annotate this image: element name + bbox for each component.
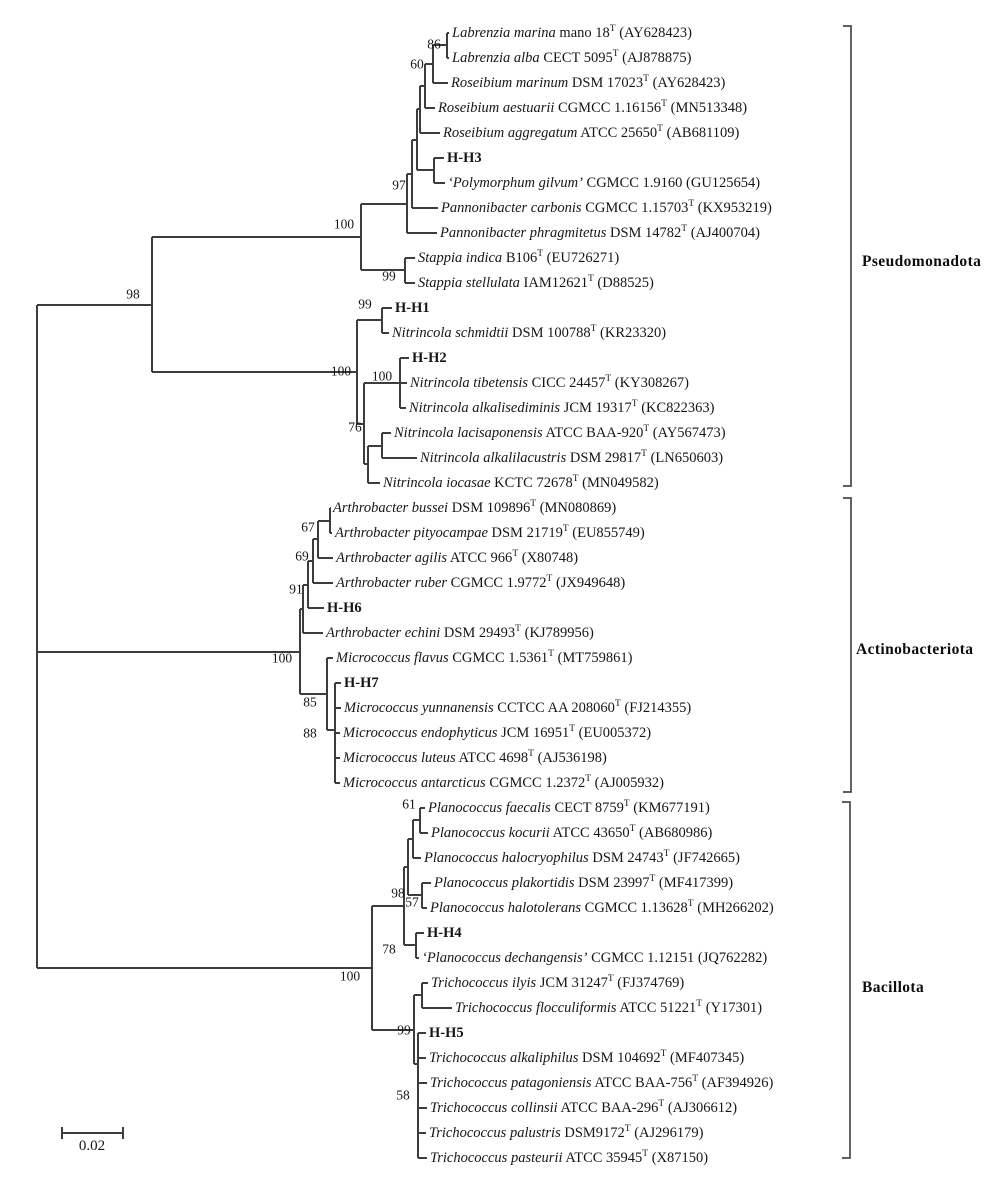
- bootstrap-value: 69: [295, 548, 309, 564]
- taxon-label-micrococcus-antarcticus: Micrococcus antarcticus CGMCC $1.2372^T$ (AJ005932): [343, 773, 664, 791]
- taxon-label-nitrincola-alkalisediminis: Nitrincola alkalisediminis JCM $19317^T$ (KC822363): [409, 398, 715, 416]
- taxon-label-planococcus-plakortidis: Planococcus plakortidis DSM $23997^T$ (MF417399): [434, 873, 734, 891]
- taxon-label-h-h3: H-H3: [447, 149, 482, 166]
- taxon-label-micrococcus-luteus: Micrococcus luteus ATCC $4698^T$ (AJ536198): [343, 748, 607, 766]
- taxon-label-micrococcus-yunnanensis: Micrococcus yunnanensis CCTCC AA $208060^T$ (FJ214355): [344, 698, 692, 716]
- taxon-label-roseibium-marinum: Roseibium marinum DSM $17023^T$ (AY628423): [451, 73, 726, 91]
- clade-bracket-actinobacteriota: [843, 498, 851, 792]
- clade-label-pseudomonadota: Pseudomonadota: [862, 253, 982, 270]
- taxon-label-polymorphum-gilvum: ‘Polymorphum gilvum’ CGMCC 1.9160 (GU125654): [448, 174, 761, 191]
- bootstrap-value: 86: [427, 36, 441, 52]
- clade-label-actinobacteriota: Actinobacteriota: [856, 641, 974, 658]
- taxon-label-planococcus-faecalis: Planococcus faecalis CECT $8759^T$ (KM677191): [428, 798, 710, 816]
- taxon-label-arthrobacter-pityocampae: Arthrobacter pityocampae DSM $21719^T$ (EU855749): [335, 523, 645, 541]
- bootstrap-value: 99: [358, 296, 372, 312]
- clade-bracket-pseudomonadota: [843, 26, 851, 486]
- bootstrap-value: 99: [397, 1022, 411, 1038]
- taxon-label-h-h5: H-H5: [429, 1024, 464, 1041]
- clade-bracket-bacillota: [842, 802, 850, 1158]
- scale-bar-label: 0.02: [78, 1138, 106, 1154]
- bootstrap-value: 98: [391, 885, 405, 901]
- taxon-label-planococcus-dechangensis: ‘Planococcus dechangensis’ CGMCC 1.12151 (JQ762282): [422, 949, 768, 966]
- taxon-label-trichococcus-pasteurii: Trichococcus pasteurii ATCC $35945^T$ (X87150): [430, 1148, 709, 1166]
- taxon-label-h-h4: H-H4: [427, 924, 462, 941]
- bootstrap-value: 57: [405, 894, 419, 910]
- taxon-label-planococcus-kocurii: Planococcus kocurii ATCC $43650^T$ (AB680986): [431, 823, 713, 841]
- taxon-label-nitrincola-iocasae: Nitrincola iocasae KCTC $72678^T$ (MN049582): [383, 473, 659, 491]
- taxon-label-trichococcus-collinsii: Trichococcus collinsii ATCC BAA-$296^T$ (AJ306612): [430, 1098, 738, 1116]
- bootstrap-value: 100: [271, 650, 293, 666]
- bootstrap-value: 78: [382, 941, 396, 957]
- taxon-label-arthrobacter-agilis: Arthrobacter agilis ATCC $966^T$ (X80748): [336, 548, 579, 566]
- bootstrap-value: 100: [333, 216, 355, 232]
- taxon-label-roseibium-aggregatum: Roseibium aggregatum ATCC $25650^T$ (AB681109): [443, 123, 740, 141]
- taxon-label-nitrincola-lacisaponensis: Nitrincola lacisaponensis ATCC BAA-$920^T$ (AY567473): [394, 423, 726, 441]
- bootstrap-value: 58: [396, 1087, 410, 1103]
- taxon-label-labrenzia-alba: Labrenzia alba CECT $5095^T$ (AJ878875): [452, 48, 692, 66]
- bootstrap-value: 100: [330, 363, 352, 379]
- taxon-label-pannonibacter-carbonis: Pannonibacter carbonis CGMCC $1.15703^T$ (KX953219): [441, 198, 772, 216]
- branch-segments: [37, 33, 452, 1158]
- taxon-label-nitrincola-alkalilacustris: Nitrincola alkalilacustris DSM $29817^T$ (LN650603): [420, 448, 724, 466]
- taxon-label-h-h6: H-H6: [327, 599, 362, 616]
- taxon-label-arthrobacter-bussei: Arthrobacter bussei DSM $109896^T$ (MN080869): [333, 498, 617, 516]
- taxon-label-labrenzia-marina: Labrenzia marina mano $18^T$ (AY628423): [452, 23, 692, 41]
- bootstrap-value: 100: [339, 968, 361, 984]
- bootstrap-value: 98: [126, 286, 140, 302]
- taxon-label-roseibium-aestuarii: Roseibium aestuarii CGMCC $1.16156^T$ (MN513348): [438, 98, 748, 116]
- taxon-label-arthrobacter-ruber: Arthrobacter ruber CGMCC $1.9772^T$ (JX949648): [336, 573, 626, 591]
- bootstrap-value: 76: [348, 419, 362, 435]
- taxon-label-nitrincola-tibetensis: Nitrincola tibetensis CICC $24457^T$ (KY308267): [410, 373, 689, 391]
- bootstrap-value: 61: [402, 796, 416, 812]
- clade-label-bacillota: Bacillota: [862, 979, 925, 996]
- taxon-label-h-h2: H-H2: [412, 349, 447, 366]
- taxon-label-trichococcus-patagoniensis: Trichococcus patagoniensis ATCC BAA-$756^T$ (AF394926): [430, 1073, 774, 1091]
- bootstrap-value: 67: [301, 519, 315, 535]
- taxon-label-planococcus-halotolerans: Planococcus halotolerans CGMCC $1.13628^T$ (MH266202): [430, 898, 774, 916]
- taxon-label-trichococcus-ilyis: Trichococcus ilyis JCM $31247^T$ (FJ374769): [431, 973, 685, 991]
- taxon-label-stappia-indica: Stappia indica $B106^T$ (EU726271): [418, 248, 620, 266]
- bootstrap-value: 85: [303, 694, 317, 710]
- taxon-label-pannonibacter-phragmitetus: Pannonibacter phragmitetus DSM $14782^T$ (AJ400704): [440, 223, 760, 241]
- bootstrap-value: 91: [289, 581, 303, 597]
- taxon-label-planococcus-halocryophilus: Planococcus halocryophilus DSM $24743^T$ (JF742665): [424, 848, 740, 866]
- bootstrap-value: 60: [410, 56, 424, 72]
- taxon-label-trichococcus-alkaliphilus: Trichococcus alkaliphilus DSM $104692^T$ (MF407345): [429, 1048, 745, 1066]
- bootstrap-value: 100: [371, 368, 393, 384]
- taxon-label-trichococcus-palustris: Trichococcus palustris $DSM9172^T$ (AJ296179): [429, 1123, 704, 1141]
- taxon-label-arthrobacter-echini: Arthrobacter echini DSM $29493^T$ (KJ789956): [326, 623, 594, 641]
- taxon-label-nitrincola-schmidtii: Nitrincola schmidtii DSM $100788^T$ (KR23320): [392, 323, 667, 341]
- bootstrap-value: 88: [303, 725, 317, 741]
- bootstrap-value: 97: [392, 177, 406, 193]
- taxon-label-h-h1: H-H1: [395, 299, 430, 316]
- taxon-label-trichococcus-flocculiformis: Trichococcus flocculiformis ATCC $51221^T$ (Y17301): [455, 998, 763, 1016]
- bootstrap-value: 99: [382, 268, 396, 284]
- taxon-label-h-h7: H-H7: [344, 674, 379, 691]
- taxon-label-micrococcus-endophyticus: Micrococcus endophyticus JCM $16951^T$ (EU005372): [343, 723, 652, 741]
- taxon-label-stappia-stellulata: Stappia stellulata $IAM12621^T$ (D88525): [418, 273, 654, 291]
- taxon-label-micrococcus-flavus: Micrococcus flavus CGMCC $1.5361^T$ (MT759861): [336, 648, 633, 666]
